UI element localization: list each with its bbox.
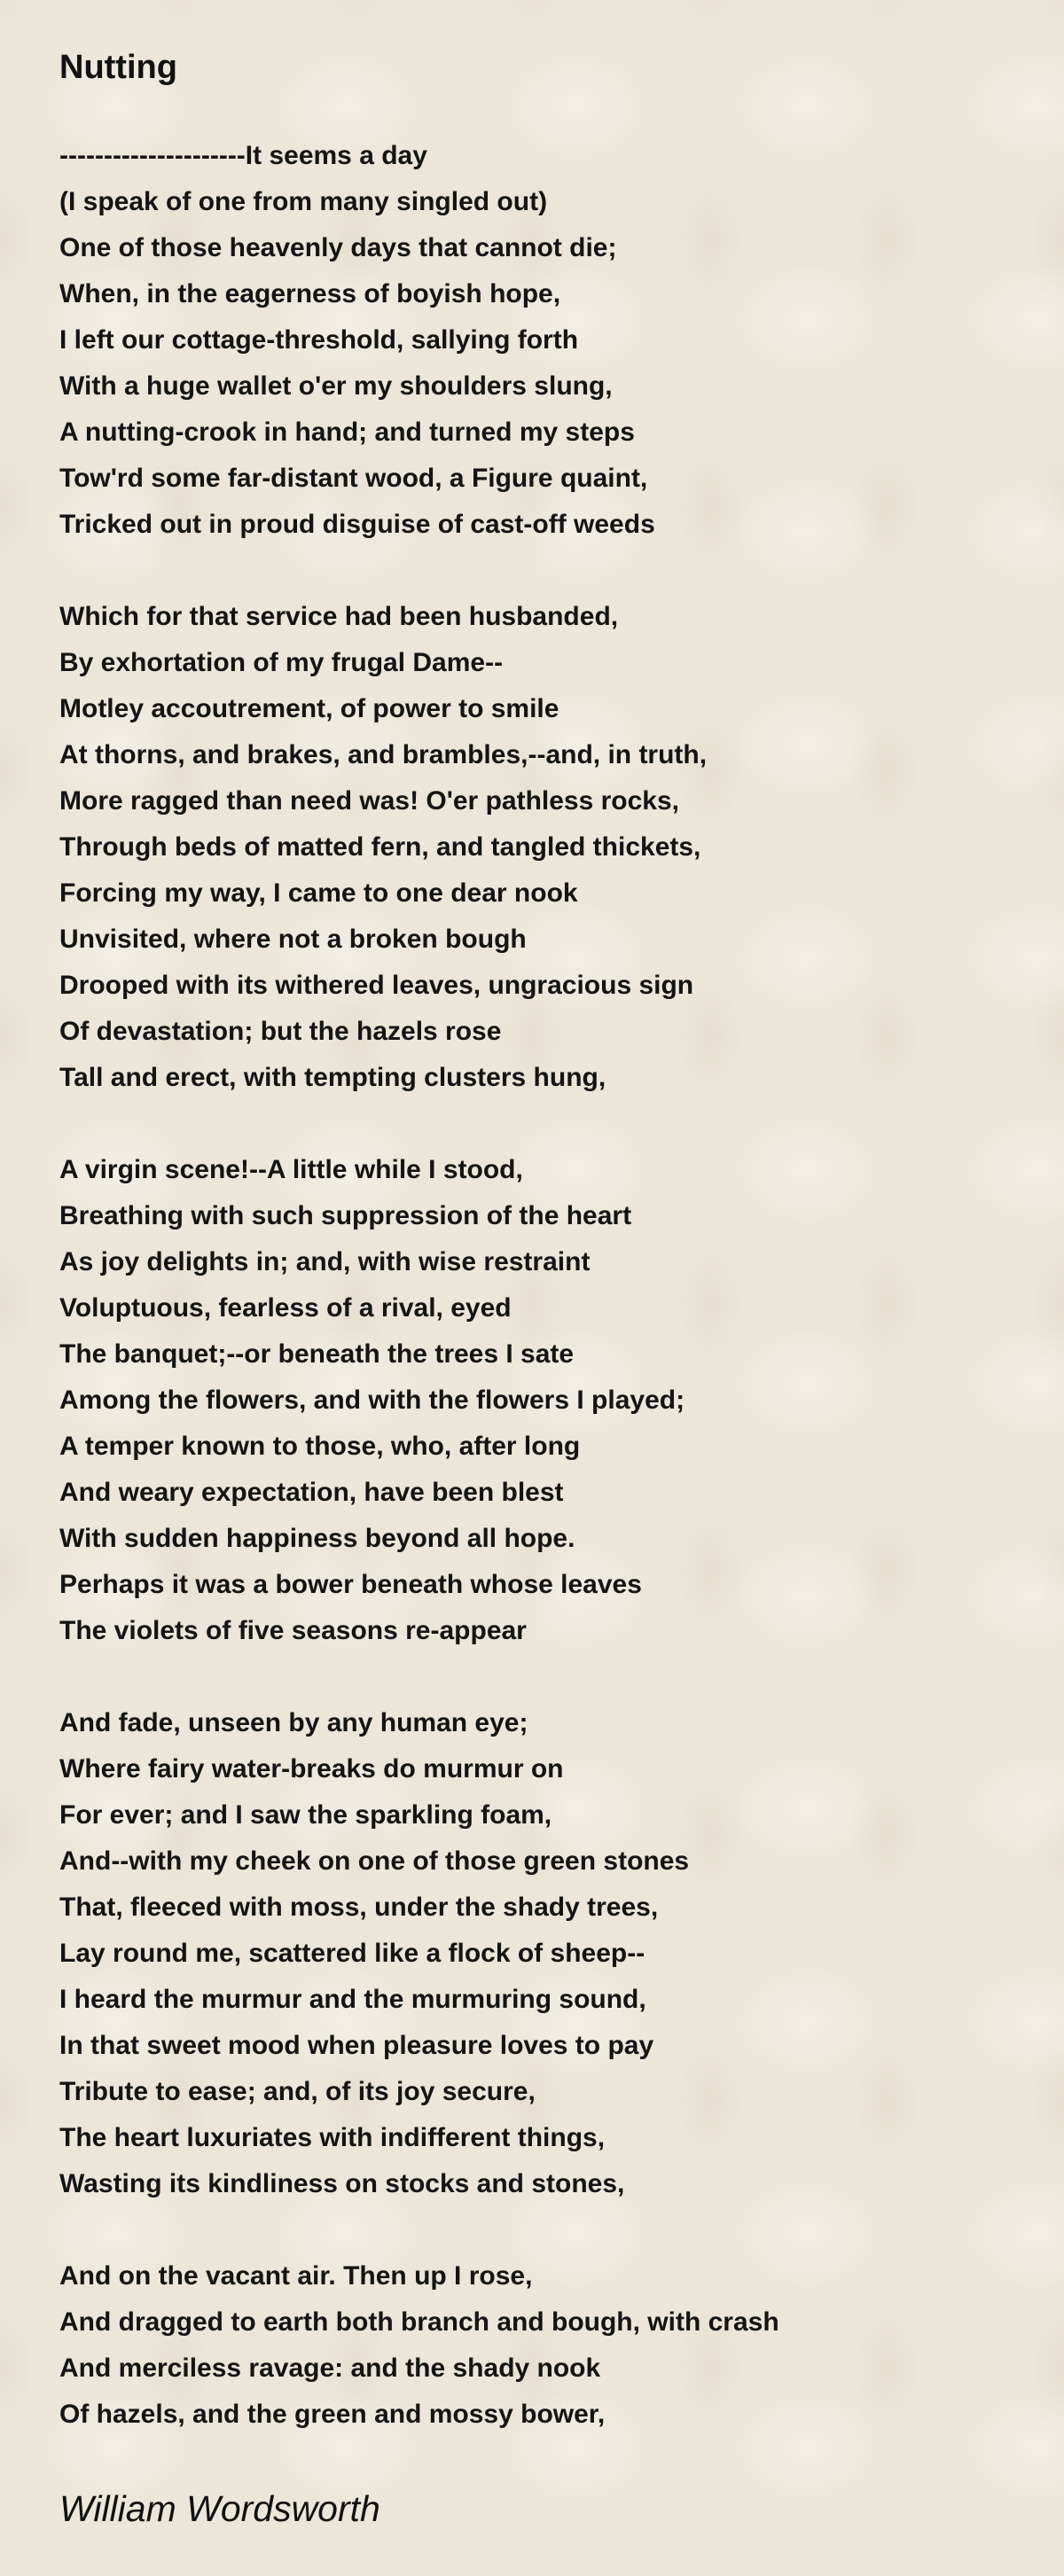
poem-line: Which for that service had been husbanded, [59, 602, 619, 631]
poem-line: Drooped with its withered leaves, ungracious sign [59, 971, 694, 1000]
poem-line: One of those heavenly days that cannot die; [59, 233, 617, 262]
poem-line: In that sweet mood when pleasure loves to pay [59, 2031, 654, 2060]
poem-line: Tow'rd some far-distant wood, a Figure quaint, [59, 464, 648, 493]
poem-line: Breathing with such suppression of the heart [59, 1201, 632, 1230]
poem-line: A temper known to those, who, after long [59, 1432, 581, 1461]
poem-line: A nutting-crook in hand; and turned my steps [59, 418, 635, 447]
poem-line: And weary expectation, have been blest [59, 1478, 564, 1507]
stanza-5 [59, 2253, 1035, 2438]
poem-line: I heard the murmur and the murmuring sound, [59, 1985, 646, 2014]
stanza-3 [59, 1147, 1035, 1654]
poem-line: More ragged than need was! O'er pathless rocks, [59, 786, 680, 816]
poem-body [59, 133, 1035, 2484]
poem-line: Unvisited, where not a broken bough [59, 925, 527, 954]
poem-line: Forcing my way, I came to one dear nook [59, 878, 578, 908]
poem-line: A virgin scene!--A little while I stood, [59, 1155, 523, 1184]
stanza-4 [59, 1700, 1035, 2207]
poem-line: Of hazels, and the green and mossy bower, [59, 2400, 606, 2429]
poem-author: William Wordsworth [59, 2488, 380, 2529]
poem-line: Tricked out in proud disguise of cast-off weeds [59, 510, 655, 539]
poem-line: And fade, unseen by any human eye; [59, 1708, 528, 1737]
poem-line: For ever; and I saw the sparkling foam, [59, 1800, 552, 1830]
poem-line: With sudden happiness beyond all hope. [59, 1524, 575, 1553]
poem-line: The violets of five seasons re-appear [59, 1616, 527, 1645]
poem-line: Perhaps it was a bower beneath whose leaves [59, 1570, 642, 1599]
poem-line: The banquet;--or beneath the trees I sate [59, 1339, 575, 1369]
poem-line: Motley accoutrement, of power to smile [59, 694, 559, 723]
poem-line: Voluptuous, fearless of a rival, eyed [59, 1293, 512, 1323]
poem-line: By exhortation of my frugal Dame-- [59, 648, 504, 677]
poem-line: Among the flowers, and with the flowers I played; [59, 1386, 685, 1415]
poem-line: Tall and erect, with tempting clusters hung, [59, 1063, 606, 1092]
poem-line: Wasting its kindliness on stocks and stones, [59, 2169, 625, 2198]
poem-line: Where fairy water-breaks do murmur on [59, 1754, 564, 1784]
poem-line: Through beds of matted fern, and tangled thickets, [59, 832, 701, 862]
poem-line: That, fleeced with moss, under the shady trees, [59, 1893, 659, 1922]
poem-line: And on the vacant air. Then up I rose, [59, 2261, 533, 2291]
poem-line: With a huge wallet o'er my shoulders slung, [59, 371, 613, 401]
poem-line: And dragged to earth both branch and bough, with crash [59, 2307, 779, 2337]
poem-line: And--with my cheek on one of those green stones [59, 1846, 690, 1876]
poem-line: Of devastation; but the hazels rose [59, 1017, 502, 1046]
poem-line: At thorns, and brakes, and brambles,--and, in truth, [59, 740, 708, 769]
stanza-1 [59, 133, 1035, 548]
poem-title: Nutting [59, 49, 177, 86]
poem-line: Lay round me, scattered like a flock of sheep-- [59, 1939, 645, 1968]
poem-line: Tribute to ease; and, of its joy secure, [59, 2077, 536, 2106]
poem-line: (I speak of one from many singled out) [59, 187, 548, 216]
poem-line: ---------------------It seems a day [59, 141, 427, 170]
poem-line: The heart luxuriates with indifferent things, [59, 2123, 606, 2152]
poem-line: As joy delights in; and, with wise restraint [59, 1247, 591, 1276]
poem-line: And merciless ravage: and the shady nook [59, 2354, 601, 2383]
stanza-2 [59, 594, 1035, 1101]
poem-line: I left our cottage-threshold, sallying forth [59, 325, 579, 355]
poem-line: When, in the eagerness of boyish hope, [59, 279, 561, 308]
